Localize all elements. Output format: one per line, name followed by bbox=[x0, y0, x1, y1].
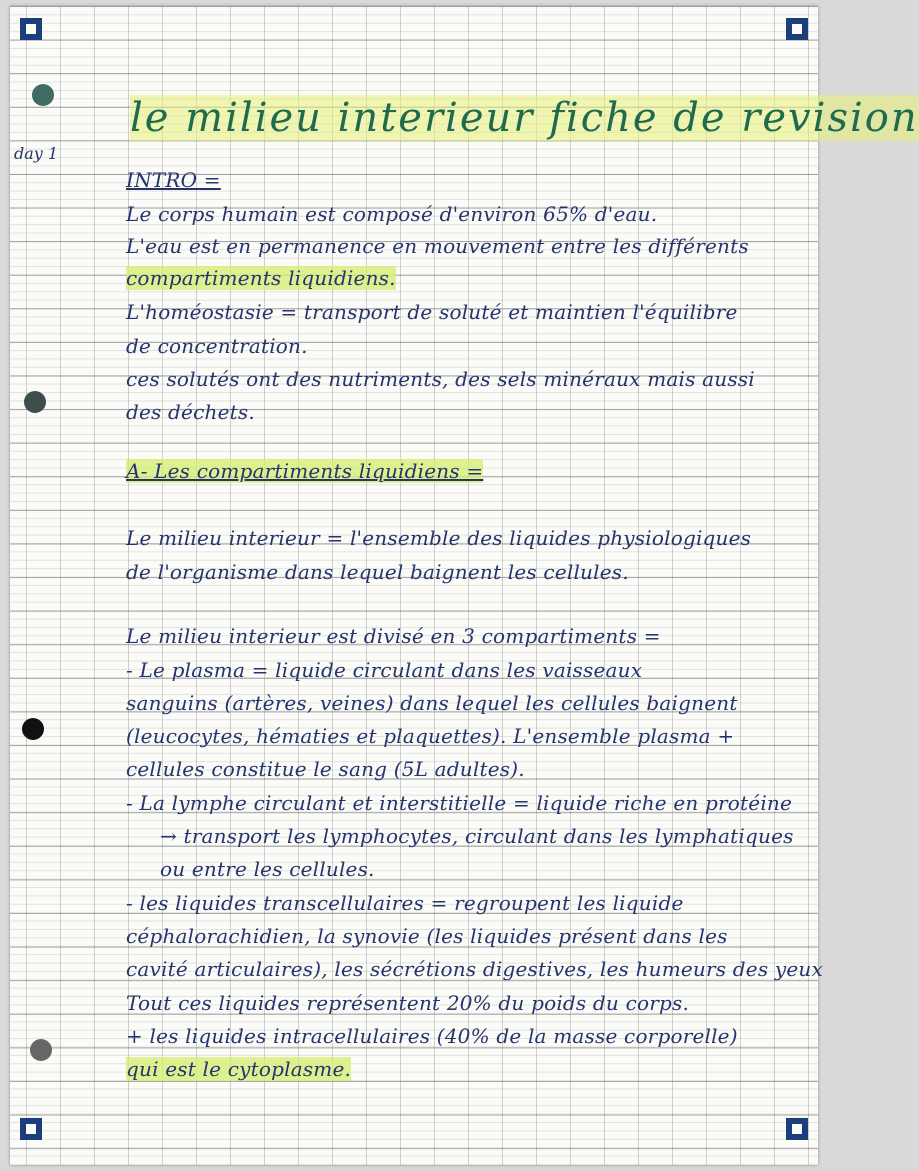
note-line: sanguins (artères, veines) dans lequel les cellules baignent bbox=[126, 691, 738, 715]
note-line: L'homéostasie = transport de soluté et maintien l'équilibre bbox=[126, 300, 738, 324]
corner-marker-top-right bbox=[786, 18, 808, 40]
note-line: L'eau est en permanence en mouvement entre les différents bbox=[126, 234, 749, 258]
note-line: céphalorachidien, la synovie (les liquides présent dans les bbox=[126, 924, 728, 948]
note-line: qui est le cytoplasme. bbox=[126, 1057, 352, 1081]
note-line: cellules constitue le sang (5L adultes). bbox=[126, 757, 525, 781]
margin-note: day 1 bbox=[14, 144, 59, 163]
note-line: → transport les lymphocytes, circulant dans les lymphatiques bbox=[160, 824, 794, 848]
note-line: de concentration. bbox=[126, 334, 308, 358]
note-line: (leucocytes, hématies et plaquettes). L'ensemble plasma + bbox=[126, 724, 735, 748]
note-line: - La lymphe circulant et interstitielle = liquide riche en protéine bbox=[126, 791, 793, 815]
note-line: de l'organisme dans lequel baignent les cellules. bbox=[126, 560, 629, 584]
note-line: + les liquides intracellulaires (40% de la masse corporelle) bbox=[126, 1024, 738, 1048]
note-line: compartiments liquidiens. bbox=[126, 266, 396, 290]
page-title: le milieu interieur fiche de revision bbox=[130, 95, 919, 141]
corner-marker-bottom-left bbox=[20, 1118, 42, 1140]
note-line: - Le plasma = liquide circulant dans les vaisseaux bbox=[126, 658, 643, 682]
section-heading-a: A- Les compartiments liquidiens = bbox=[126, 459, 484, 483]
note-line: cavité articulaires), les sécrétions digestives, les humeurs des yeux bbox=[126, 957, 823, 981]
note-line: Le corps humain est composé d'environ 65% d'eau. bbox=[126, 202, 658, 226]
notebook-page bbox=[10, 6, 919, 1165]
note-line: ou entre les cellules. bbox=[160, 857, 375, 881]
note-line: ces solutés ont des nutriments, des sels minéraux mais aussi bbox=[126, 367, 755, 391]
note-line: des déchets. bbox=[126, 400, 255, 424]
binder-hole bbox=[32, 84, 54, 106]
binder-hole bbox=[30, 1039, 52, 1061]
note-line: Le milieu interieur = l'ensemble des liquides physiologiques bbox=[126, 526, 752, 550]
note-line: Le milieu interieur est divisé en 3 compartiments = bbox=[126, 624, 661, 648]
note-line: - les liquides transcellulaires = regroupent les liquide bbox=[126, 891, 684, 915]
binder-hole bbox=[22, 718, 44, 740]
section-heading-intro: INTRO = bbox=[126, 168, 221, 192]
binder-hole bbox=[24, 391, 46, 413]
corner-marker-bottom-right bbox=[786, 1118, 808, 1140]
corner-marker-top-left bbox=[20, 18, 42, 40]
note-line: Tout ces liquides représentent 20% du poids du corps. bbox=[126, 991, 690, 1015]
